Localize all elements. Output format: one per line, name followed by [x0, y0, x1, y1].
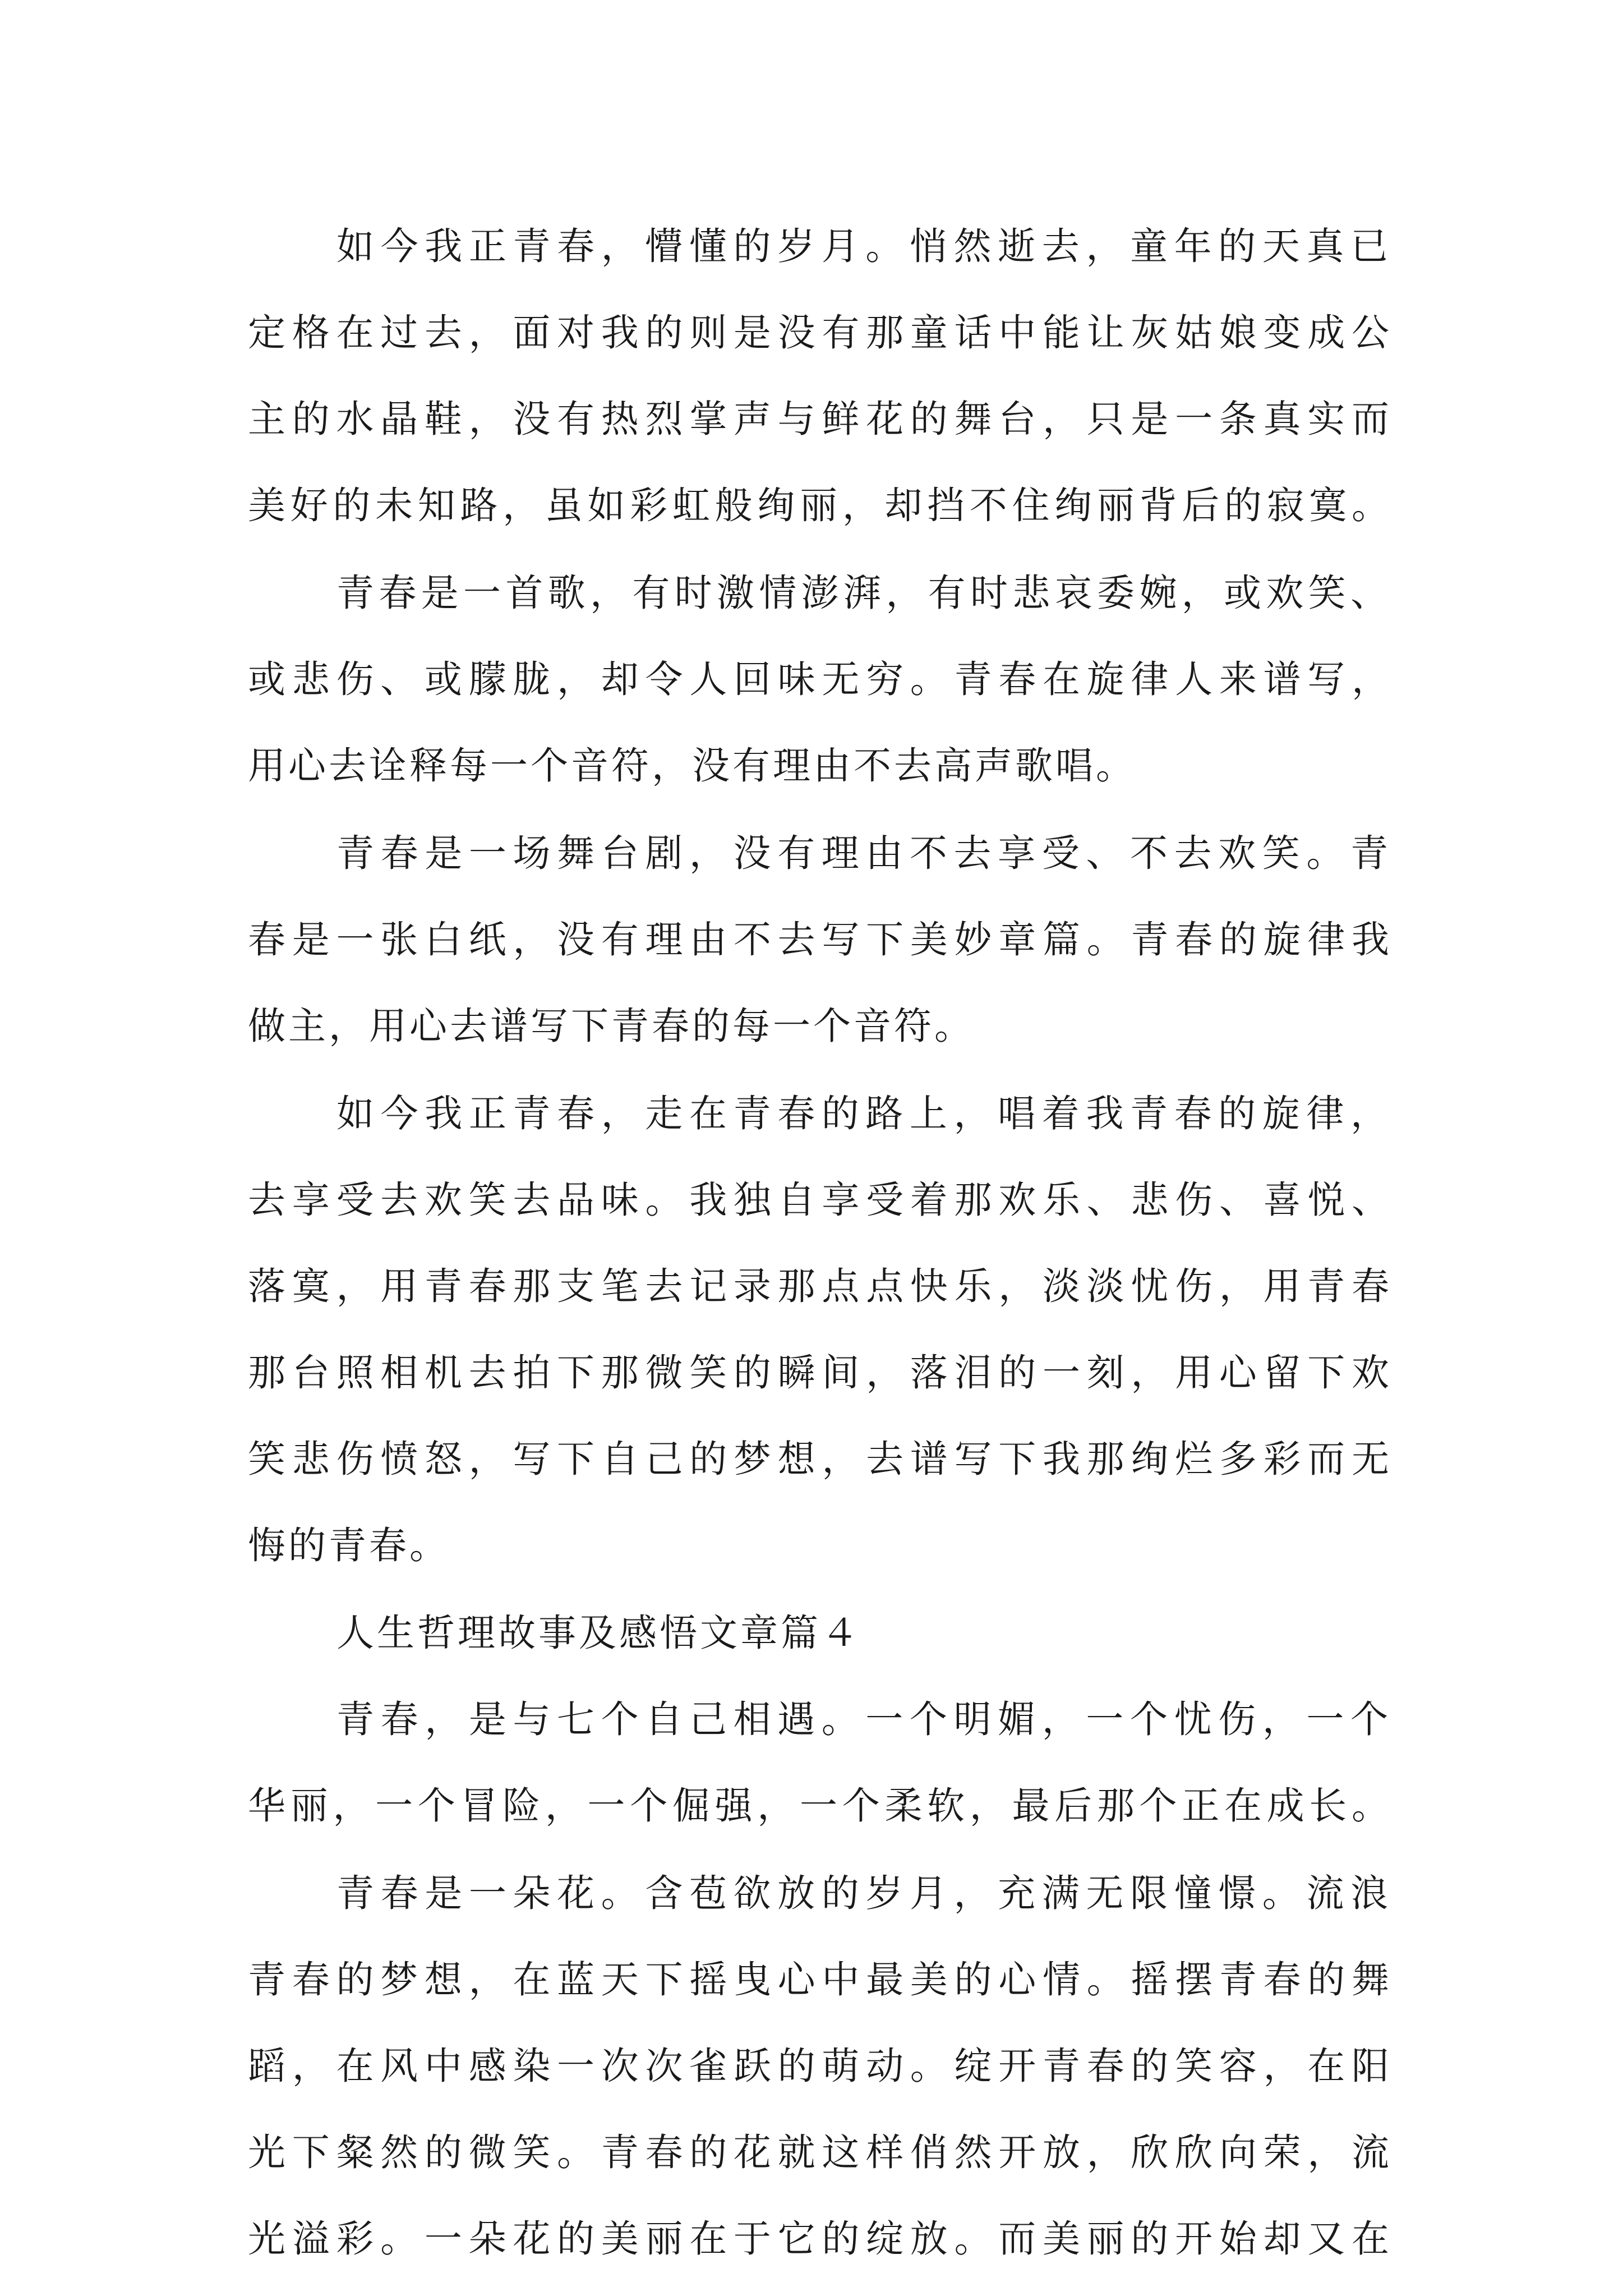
- text-line: 笑悲伤愤怒，写下自己的梦想，去谱写下我那绚烂多彩而无: [248, 1437, 1392, 1481]
- text-line: 美好的未知路，虽如彩虹般绚丽，却挡不住绚丽背后的寂寞。: [248, 484, 1392, 527]
- text-line: 如今我正青春，走在青春的路上，唱着我青春的旋律，: [336, 1092, 1391, 1135]
- text-line: 用心去诠释每一个音符，没有理由不去高声歌唱。: [248, 744, 1136, 788]
- text-line: 主的水晶鞋，没有热烈掌声与鲜花的舞台，只是一条真实而: [248, 397, 1392, 441]
- text-line: 青春是一朵花。含苞欲放的岁月，充满无限憧憬。流浪: [336, 1871, 1391, 1915]
- text-line: 落寞，用青春那支笔去记录那点点快乐，淡淡忧伤，用青春: [248, 1264, 1392, 1308]
- text-line: 青春，是与七个自己相遇。一个明媚，一个忧伤，一个: [336, 1697, 1391, 1741]
- text-line: 光溢彩。一朵花的美丽在于它的绽放。而美丽的开始却又在: [248, 2217, 1392, 2261]
- text-line: 做主，用心去谱写下青春的每一个音符。: [248, 1004, 975, 1048]
- text-line: 或悲伤、或朦胧，却令人回味无穷。青春在旋律人来谱写，: [248, 657, 1392, 701]
- text-line: 青春是一首歌，有时激情澎湃，有时悲哀委婉，或欢笑、: [336, 571, 1391, 615]
- text-line: 青春的梦想，在蓝天下摇曳心中最美的心情。摇摆青春的舞: [248, 1958, 1392, 2001]
- text-line: 那台照相机去拍下那微笑的瞬间，落泪的一刻，用心留下欢: [248, 1351, 1392, 1395]
- text-line: 光下粲然的微笑。青春的花就这样俏然开放，欣欣向荣，流: [248, 2131, 1392, 2174]
- text-line: 定格在过去，面对我的则是没有那童话中能让灰姑娘变成公: [248, 311, 1392, 355]
- section-heading: 人生哲理故事及感悟文章篇４: [336, 1611, 861, 1655]
- text-line: 悔的青春。: [248, 1524, 450, 1567]
- text-line: 蹈，在风中感染一次次雀跃的萌动。绽开青春的笑容，在阳: [248, 2044, 1392, 2088]
- text-line: 去享受去欢笑去品味。我独自享受着那欢乐、悲伤、喜悦、: [248, 1178, 1392, 1222]
- text-line: 春是一张白纸，没有理由不去写下美妙章篇。青春的旋律我: [248, 918, 1392, 961]
- text-line: 如今我正青春，懵懂的岁月。悄然逝去，童年的天真已: [336, 224, 1391, 268]
- text-line: 华丽，一个冒险，一个倔强，一个柔软，最后那个正在成长。: [248, 1784, 1392, 1828]
- text-line: 青春是一场舞台剧，没有理由不去享受、不去欢笑。青: [336, 831, 1391, 875]
